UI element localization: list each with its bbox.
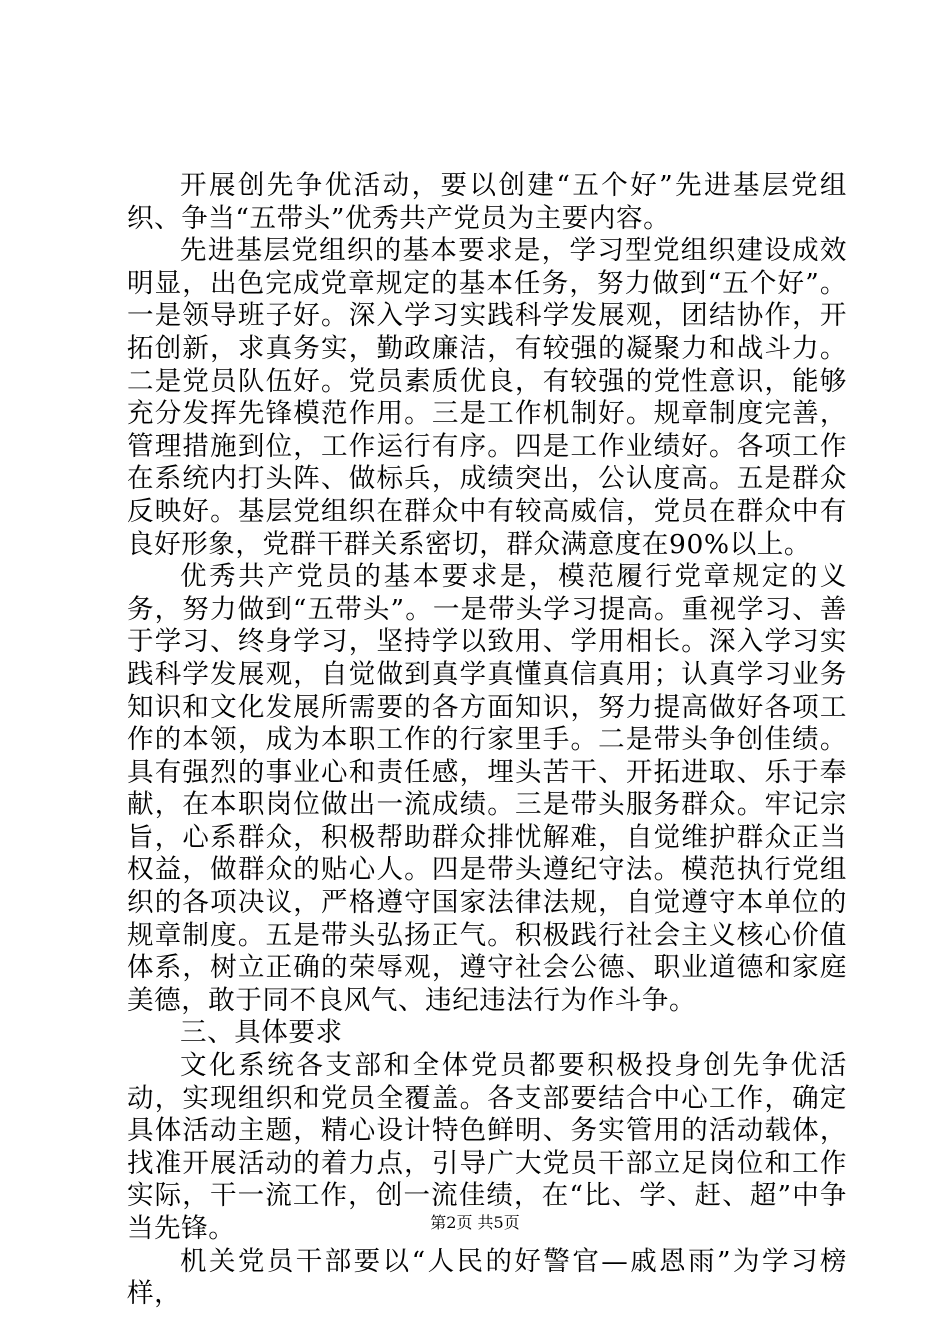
page-number: 第2页 共5页 [430, 1213, 520, 1232]
page-footer [0, 1213, 950, 1233]
paragraph-intro: 开展创先争优活动，要以创建“五个好”先进基层党组织、争当“五带头”优秀共产党员为主要内容。 [127, 170, 847, 234]
paragraph-specific-requirements: 文化系统各支部和全体党员都要积极投身创先争优活动，实现组织和党员全覆盖。各支部要结合中心工作，确定具体活动主题，精心设计特色鲜明、务实管用的活动载体，找准开展活动的着力点，引导广大党员干部立足岗位和工作实际，干一流工作，创一流佳绩，在“比、学、赶、超”中争当先锋。 [127, 1050, 847, 1244]
document-body [127, 170, 847, 1311]
paragraph-party-member-requirements: 优秀共产党员的基本要求是，模范履行党章规定的义务，努力做到“五带头”。一是带头学习提高。重视学习、善于学习、终身学习，坚持学以致用、学用相长。深入学习实践科学发展观，自觉做到真学真懂真信真用；认真学习业务知识和文化发展所需要的各方面知识，努力提高做好各项工作的本领，成为本职工作的行家里手。二是带头争创佳绩。具有强烈的事业心和责任感，埋头苦干、开拓进取、乐于奉献，在本职岗位做出一流成绩。三是带头服务群众。牢记宗旨，心系群众，积极帮助群众排忧解难，自觉维护群众正当权益，做群众的贴心人。四是带头遵纪守法。模范执行党组织的各项决议，严格遵守国家法律法规，自觉遵守本单位的规章制度。五是带头弘扬正气。积极践行社会主义核心价值体系，树立正确的荣辱观，遵守社会公德、职业道德和家庭美德，敢于同不良风气、违纪违法行为作斗争。 [127, 561, 847, 1016]
paragraph-cadre-role-model: 机关党员干部要以“人民的好警官—戚恩雨”为学习榜样， [127, 1245, 847, 1310]
section-heading: 三、具体要求 [180, 1017, 343, 1049]
paragraph-party-org-requirements: 先进基层党组织的基本要求是，学习型党组织建设成效明显，出色完成党章规定的基本任务，努力做到“五个好”。一是领导班子好。深入学习实践科学发展观，团结协作，开拓创新，求真务实，勤政廉洁，有较强的凝聚力和战斗力。二是党员队伍好。党员素质优良，有较强的党性意识，能够充分发挥先锋模范作用。三是工作机制好。规章制度完善，管理措施到位，工作运行有序。四是工作业绩好。各项工作在系统内打头阵、做标兵，成绩突出，公认度高。五是群众反映好。基层党组织在群众中有较高威信，党员在群众中有良好形象，党群干群关系密切，群众满意度在90%以上。 [127, 235, 847, 560]
